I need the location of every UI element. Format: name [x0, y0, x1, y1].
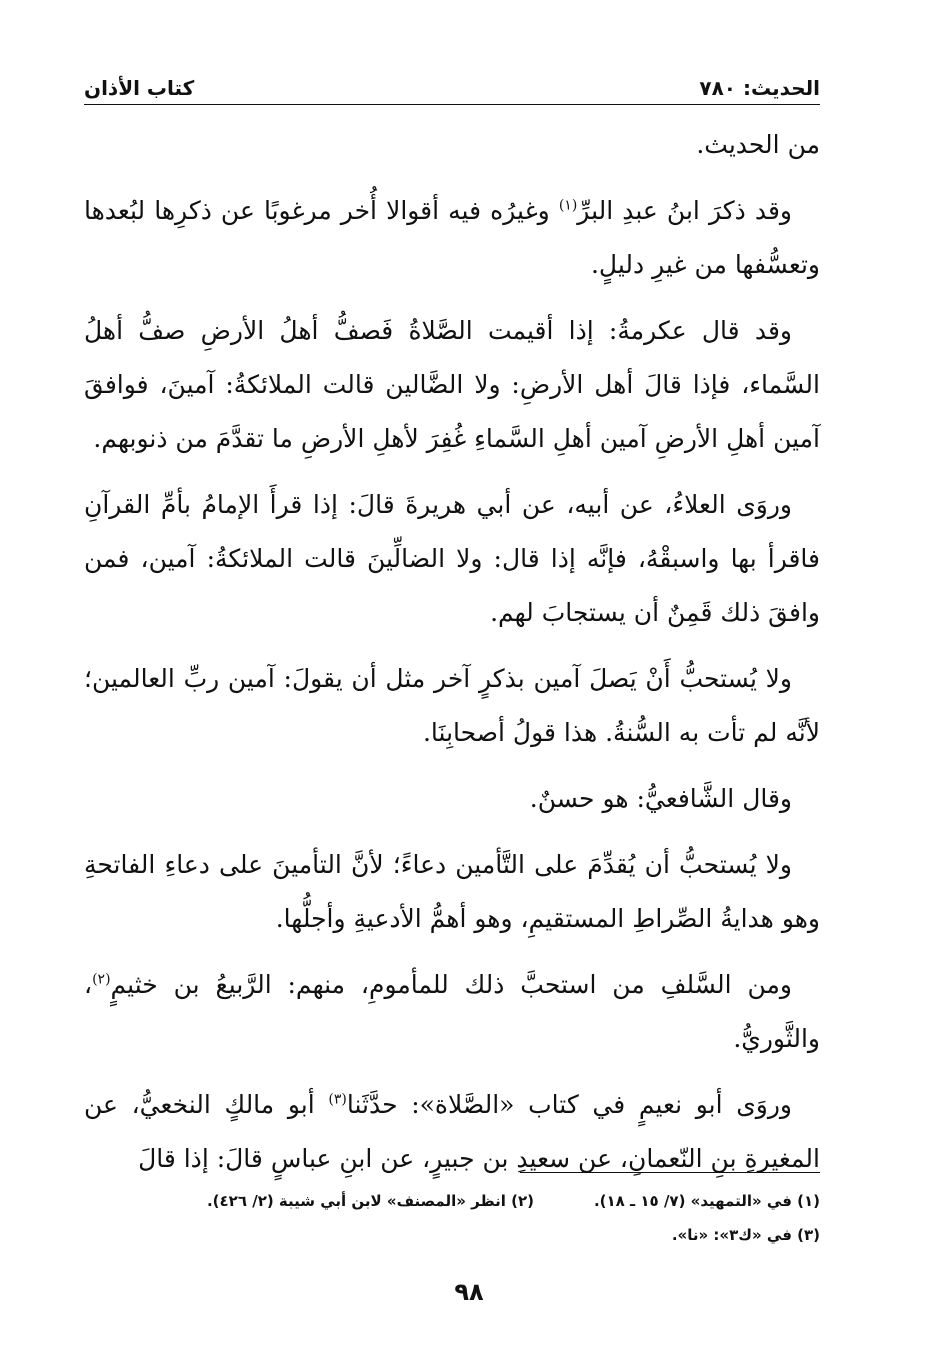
paragraph: وروَى أبو نعيمٍ في كتاب «الصَّلاة»: حدَّثَنا$^{(٣)}$ أبو مالكٍ النخعيُّ، عن المغيرةِ بنِ النّعمانِ، عن سعيدِ بن جبيرٍ، عن ابنِ عباسٍ قالَ: إذا قالَ: [84, 1090, 820, 1173]
footnote-ref[interactable]: (٣): [328, 1091, 347, 1108]
paragraph: وقال الشَّافعيُّ: هو حسنٌ.: [529, 784, 792, 813]
footnote-1: (١) في «التمهيد» (٧/ ١٥ ـ ١٨).: [593, 1192, 820, 1210]
paragraph: وروَى العلاءُ، عن أبيه، عن أبي هريرةَ قالَ: إذا قرأَ الإمامُ بأمِّ القرآنِ فاقرأ بها واسبقْهُ، فإنَّه إذا قال: ولا الضالِّينَ قالت الملائكةُ: آمين، فمن وافقَ ذلك قَمِنٌ أن يستجابَ لهم.: [84, 490, 820, 627]
running-header: [84, 66, 820, 105]
header-book-title: كتاب الأذان: [84, 76, 195, 100]
footnote-3: (٣) في «ك٣»: «نا».: [671, 1226, 820, 1244]
main-text: [84, 118, 820, 1198]
paragraph: ومن السَّلفِ من استحبَّ ذلك للمأمومِ، منهم: الرَّبيعُ بن خثيمٍ$^{(٢)}$، والثَّوريُّ.: [84, 970, 820, 1053]
header-hadith-number: الحديث: ٧٨٠: [699, 76, 820, 100]
paragraph: وقد قال عكرمةُ: إذا أقيمت الصَّلاةُ فَصفُّ أهلُ الأرضِ صفُّ أهلُ السَّماء، فإذا قالَ أهل الأرضِ: ولا الضَّالين قالت الملائكةُ: آمينَ، فوافقَ آمين أهلِ الأرضِ آمين أهلِ السَّماءِ غُفِرَ لأهلِ الأرضِ ما تقدَّمَ من ذنوبهم.: [84, 316, 820, 453]
footnote-2: (٢) انظر «المصنف» لابن أبي شيبة (٢/ ٤٢٦).: [206, 1192, 534, 1210]
footnotes: [84, 1184, 820, 1252]
paragraph: ولا يُستحبُّ أن يُقدِّمَ على التَّأمين دعاءً؛ لأنَّ التأمينَ على دعاءِ الفاتحةِ وهو هدايةُ الصِّراطِ المستقيمِ، وهو أهمُّ الأدعيةِ وأجلُّها.: [84, 850, 820, 933]
page-number: ٩٨: [454, 1278, 484, 1306]
footnote-row: [84, 1218, 820, 1252]
footnote-ref[interactable]: (٢): [92, 971, 111, 988]
paragraph: وقد ذكرَ ابنُ عبدِ البرِّ$^{(١)}$ وغيرُه فيه أقوالا أُخر مرغوبًا عن ذكرِها لبُعدها وتعسُّفها من غيرِ دليلٍ.: [84, 196, 820, 279]
footnote-row: [84, 1184, 820, 1218]
footnote-divider: [520, 1172, 820, 1173]
paragraph: من الحديث.: [696, 130, 820, 159]
footnote-ref[interactable]: (١): [558, 197, 578, 214]
paragraph: ولا يُستحبُّ أَنْ يَصلَ آمين بذكرٍ آخر مثل أن يقولَ: آمين ربِّ العالمين؛ لأنَّه لم تأت به السُّنةُ. هذا قولُ أصحابِنَا.: [84, 664, 820, 747]
